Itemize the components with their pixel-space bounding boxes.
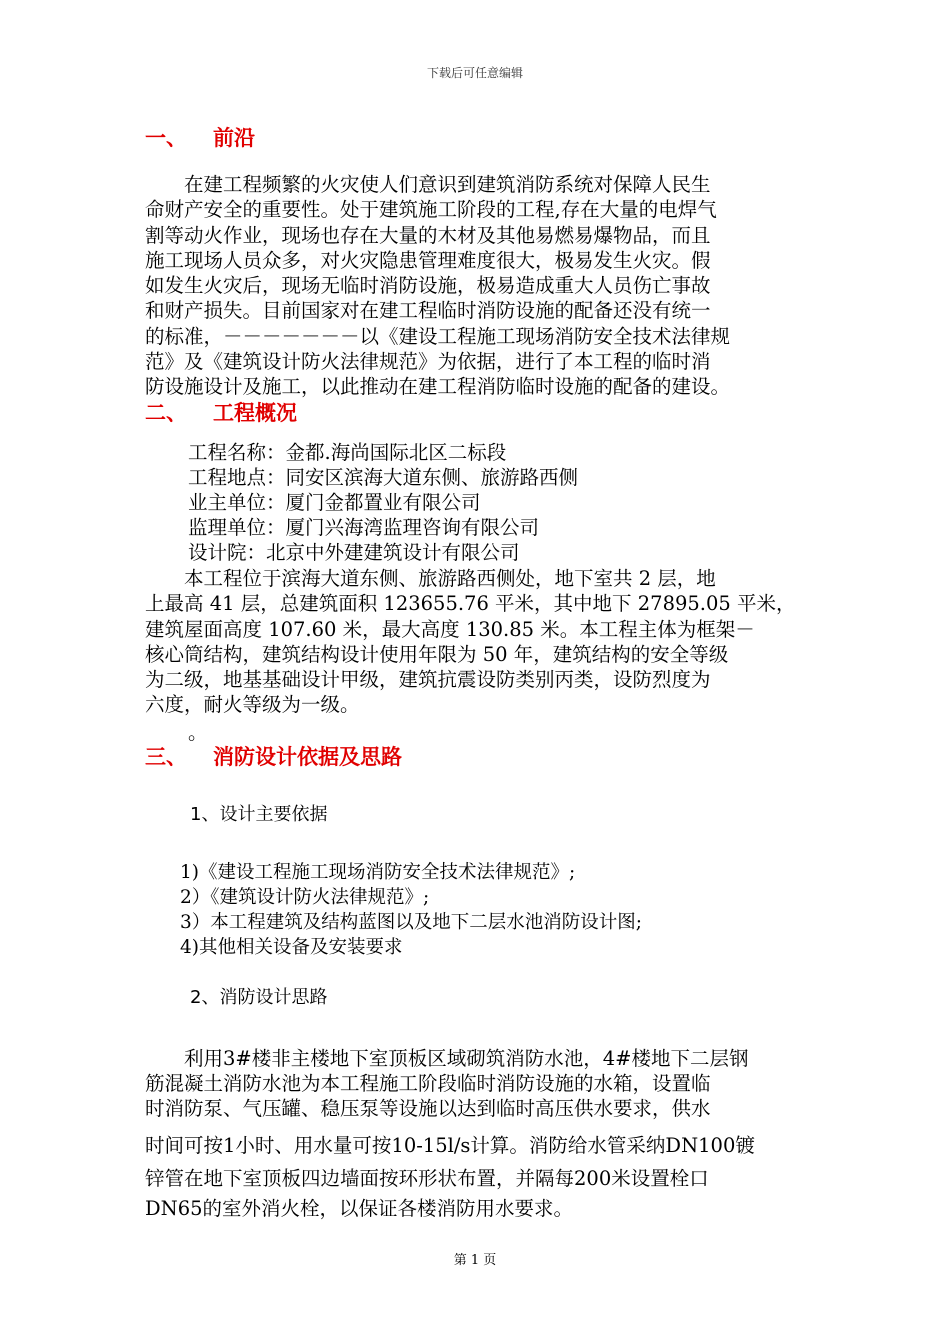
text-line: 建筑屋面高度 107.60 米，最大高度 130.85 米。本工程主体为框架－ — [145, 617, 755, 641]
text-line: 上最高 41 层，总建筑面积 123655.76 平米，其中地下 27895.05 平米， — [145, 592, 796, 616]
text-line: 防设施设计及施工，以此推动在建工程消防临时设施的配备的建设。 — [145, 375, 731, 399]
page-header: 下载后可任意编辑 — [426, 66, 523, 80]
design-line: 筋混凝土消防水池为本工程施工阶段临时消防设施的水箱，设置临 — [145, 1072, 711, 1095]
design-line: 锌管在地下室顶板四边墙面按环形状布置，并隔每200米设置栓口 — [145, 1167, 709, 1190]
project-name: 工程名称：金都.海尚国际北区二标段 — [188, 441, 507, 464]
section-number: 二、 — [145, 401, 187, 425]
design-line: 利用3#楼非主楼地下室顶板区域砌筑消防水池，4#楼地下二层钢 — [145, 1047, 749, 1070]
section-number: 三、 — [145, 745, 187, 769]
section-title: 工程概况 — [213, 401, 297, 425]
section-heading-project-overview — [145, 397, 297, 427]
design-line: 时间可按1小时、用水量可按10-15l/s计算。消防给水管采纳DN100镀 — [145, 1134, 755, 1157]
stray-period: 。 — [188, 721, 208, 744]
overview-paragraph — [145, 566, 810, 718]
text-line: 施工现场人员众多，对火灾隐患管理难度很大，极易发生火灾。假 — [145, 248, 711, 272]
basis-item: 1)《建设工程施工现场消防安全技术法律规范》; — [180, 862, 576, 883]
section-heading-fire-design — [145, 741, 402, 771]
text-line: 核心筒结构，建筑结构设计使用年限为 50 年，建筑结构的安全等级 — [145, 642, 729, 666]
design-line: DN65的室外消火栓，以保证各楼消防用水要求。 — [145, 1197, 574, 1220]
text-line: 本工程位于滨海大道东侧、旅游路西侧处，地下室共 2 层，地 — [145, 567, 716, 590]
text-line: 在建工程频繁的火灾使人们意识到建筑消防系统对保障人民生 — [145, 173, 711, 196]
section-heading-foreword — [145, 122, 255, 152]
supervision-unit: 监理单位：厦门兴海湾监理咨询有限公司 — [188, 516, 540, 539]
subheading-design-basis: 1、设计主要依据 — [190, 804, 328, 825]
design-line: 时消防泵、气压罐、稳压泵等设施以达到临时高压供水要求，供水 — [145, 1097, 711, 1120]
section-title: 前沿 — [213, 126, 255, 150]
page-number: 第 1 页 — [453, 1253, 497, 1268]
text-line: 范》及《建筑设计防火法律规范》为依据，进行了本工程的临时消 — [145, 350, 711, 374]
subheading-design-approach: 2、消防设计思路 — [190, 987, 328, 1008]
basis-item: 3）本工程建筑及结构蓝图以及地下二层水池消防设计图; — [180, 912, 643, 933]
foreword-paragraph — [145, 172, 810, 400]
text-line: 的标准，－－－－－－－以《建设工程施工现场消防安全技术法律规 — [145, 324, 731, 348]
text-line: 六度，耐火等级为一级。 — [145, 693, 360, 717]
text-line: 为二级，地基基础设计甲级，建筑抗震设防类别丙类，设防烈度为 — [145, 668, 711, 692]
text-line: 如发生火灾后，现场无临时消防设施，极易造成重大人员伤亡事故 — [145, 274, 711, 298]
basis-item: 4)其他相关设备及安装要求 — [180, 937, 403, 958]
section-number: 一、 — [145, 126, 187, 150]
text-line: 和财产损失。目前国家对在建工程临时消防设施的配备还没有统一 — [145, 299, 711, 323]
text-line: 命财产安全的重要性。处于建筑施工阶段的工程,存在大量的电焊气 — [145, 198, 717, 222]
owner-unit: 业主单位：厦门金都置业有限公司 — [188, 491, 481, 514]
section-title: 消防设计依据及思路 — [213, 745, 402, 769]
text-line: 割等动火作业，现场也存在大量的木材及其他易燃易爆物品，而且 — [145, 223, 711, 247]
design-institute: 设计院：北京中外建建筑设计有限公司 — [188, 541, 520, 564]
basis-item: 2）《建筑设计防火法律规范》; — [180, 887, 430, 908]
project-location: 工程地点：同安区滨海大道东侧、旅游路西侧 — [188, 466, 579, 489]
